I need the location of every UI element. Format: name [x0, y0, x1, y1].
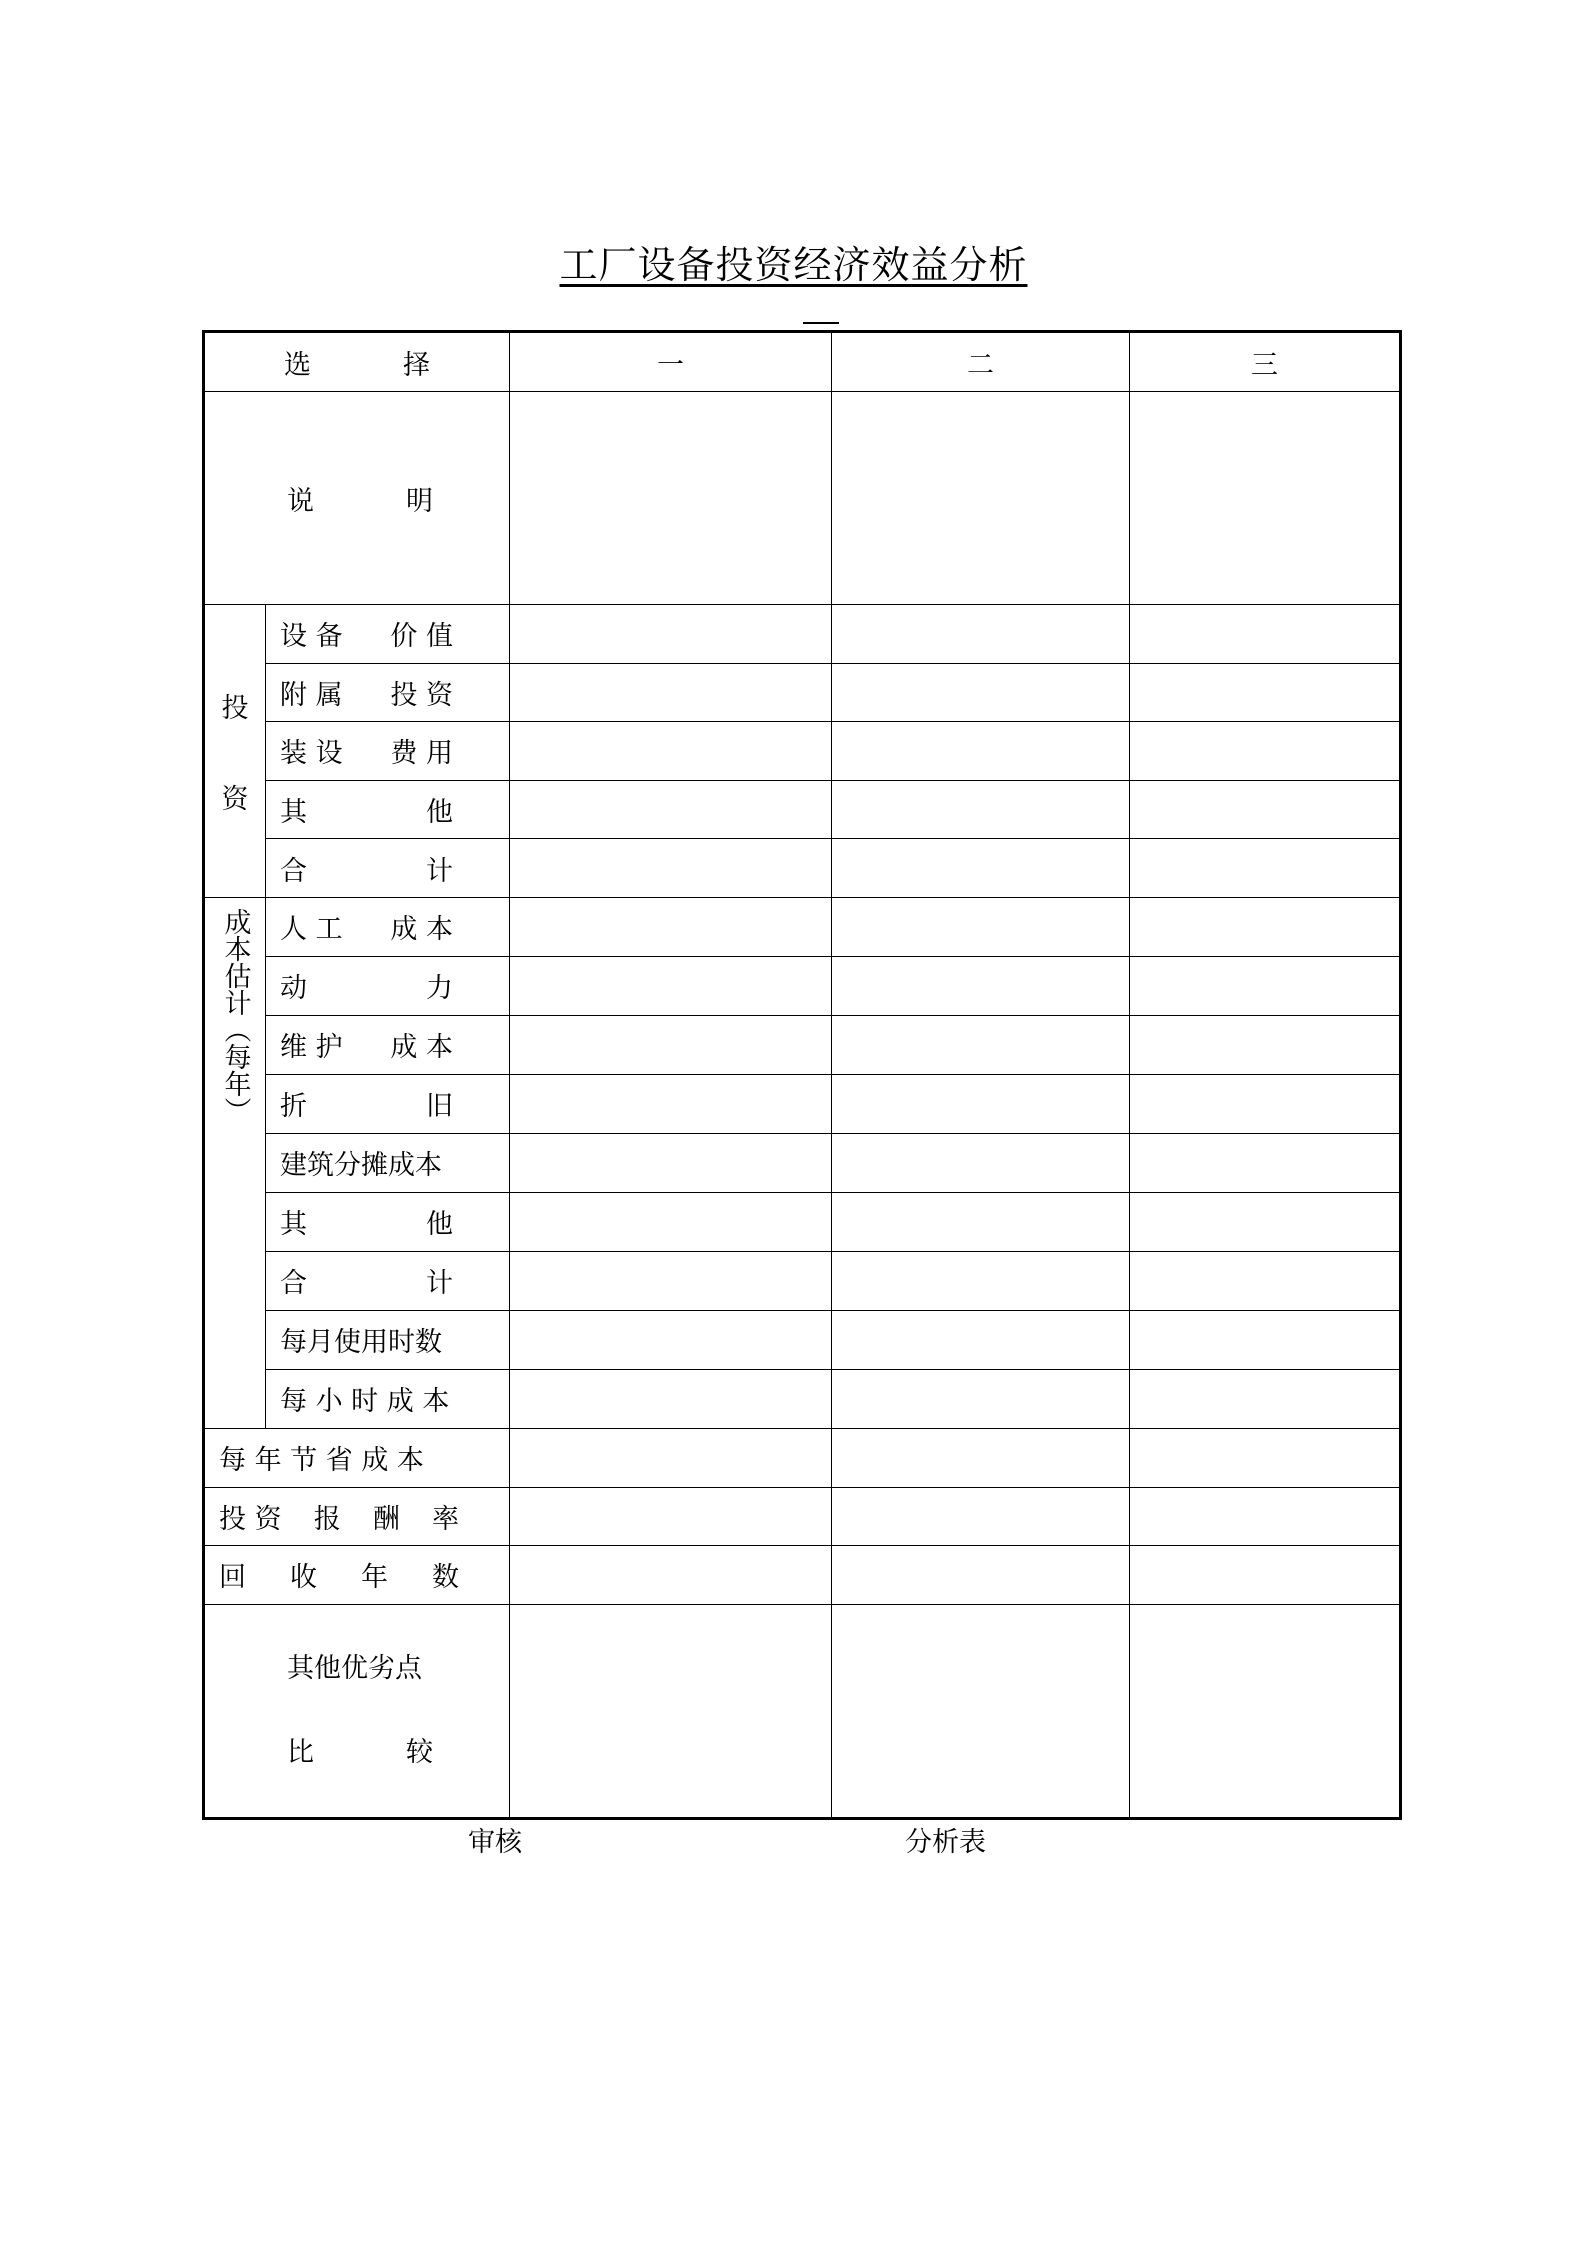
value-cell[interactable] — [832, 1133, 1130, 1192]
description-cell-2[interactable] — [832, 392, 1130, 605]
description-label-2: 明 — [406, 485, 433, 517]
row-label: 维 护 成 本 — [266, 1015, 510, 1074]
investment-row — [204, 780, 1401, 839]
cost-row — [204, 1015, 1401, 1074]
row-label: 每月使用时数 — [266, 1310, 510, 1369]
value-cell[interactable] — [1130, 956, 1401, 1015]
row-label: 合 计 — [266, 839, 510, 898]
option-header-1: 一 — [510, 332, 832, 392]
page-title: 工厂设备投资经济效益分析 — [559, 243, 1028, 287]
value-cell[interactable] — [1130, 1310, 1401, 1369]
merits-cell-1[interactable] — [510, 1604, 832, 1818]
title-underline-mark — [803, 322, 839, 324]
investment-row — [204, 839, 1401, 898]
value-cell[interactable] — [832, 722, 1130, 781]
row-label: 附 属 投 资 — [266, 663, 510, 722]
value-cell[interactable] — [510, 897, 832, 956]
row-label: 投 资 报 酬 率 — [204, 1487, 510, 1546]
option-header-3: 三 — [1130, 332, 1401, 392]
merits-label-cell — [204, 1604, 510, 1818]
cost-row — [204, 1310, 1401, 1369]
row-label: 设 备 价 值 — [266, 605, 510, 664]
cost-group-label: 成本估计（每年） — [219, 907, 251, 1124]
value-cell[interactable] — [1130, 1369, 1401, 1428]
value-cell[interactable] — [832, 839, 1130, 898]
value-cell[interactable] — [1130, 1015, 1401, 1074]
review-label: 审核 — [468, 1827, 522, 1858]
row-label: 人 工 成 本 — [266, 897, 510, 956]
select-header-cell — [204, 332, 510, 392]
value-cell[interactable] — [1130, 605, 1401, 664]
cost-row — [204, 1133, 1401, 1192]
row-label: 每 小 时 成 本 — [266, 1369, 510, 1428]
row-label: 动 力 — [266, 956, 510, 1015]
row-label: 装 设 费 用 — [266, 722, 510, 781]
value-cell[interactable] — [510, 956, 832, 1015]
value-cell[interactable] — [832, 1192, 1130, 1251]
value-cell[interactable] — [510, 1546, 832, 1605]
value-cell[interactable] — [510, 1074, 832, 1133]
value-cell[interactable] — [510, 1251, 832, 1310]
merits-cell-2[interactable] — [832, 1604, 1130, 1818]
value-cell[interactable] — [832, 1369, 1130, 1428]
value-cell[interactable] — [832, 1487, 1130, 1546]
investment-group-label-2: 资 — [221, 783, 249, 815]
value-cell[interactable] — [1130, 839, 1401, 898]
merits-label-line-1: 其他优劣点 — [287, 1652, 422, 1684]
value-cell[interactable] — [832, 1310, 1130, 1369]
description-label-cell — [204, 392, 510, 605]
investment-group-cell — [204, 605, 266, 898]
summary-row — [204, 1546, 1401, 1605]
value-cell[interactable] — [832, 1015, 1130, 1074]
cost-row — [204, 1251, 1401, 1310]
value-cell[interactable] — [1130, 780, 1401, 839]
value-cell[interactable] — [832, 956, 1130, 1015]
analysis-table-label: 分析表 — [905, 1827, 986, 1858]
value-cell[interactable] — [1130, 1428, 1401, 1487]
description-label-1: 说 — [287, 485, 314, 517]
value-cell[interactable] — [832, 1546, 1130, 1605]
value-cell[interactable] — [510, 1428, 832, 1487]
value-cell[interactable] — [1130, 1546, 1401, 1605]
value-cell[interactable] — [510, 1310, 832, 1369]
option-header-2: 二 — [832, 332, 1130, 392]
row-label: 合 计 — [266, 1251, 510, 1310]
row-label: 每 年 节 省 成 本 — [204, 1428, 510, 1487]
value-cell[interactable] — [510, 1133, 832, 1192]
cost-row — [204, 1192, 1401, 1251]
cost-row — [204, 1369, 1401, 1428]
description-cell-1[interactable] — [510, 392, 832, 605]
value-cell[interactable] — [1130, 1133, 1401, 1192]
investment-row — [204, 722, 1401, 781]
merits-row — [204, 1604, 1401, 1818]
value-cell[interactable] — [832, 897, 1130, 956]
cost-row — [204, 956, 1401, 1015]
value-cell[interactable] — [1130, 1192, 1401, 1251]
value-cell[interactable] — [1130, 1487, 1401, 1546]
header-row — [204, 332, 1401, 392]
value-cell[interactable] — [832, 605, 1130, 664]
value-cell[interactable] — [832, 780, 1130, 839]
value-cell[interactable] — [832, 1251, 1130, 1310]
row-label: 其 他 — [266, 1192, 510, 1251]
value-cell[interactable] — [510, 1369, 832, 1428]
value-cell[interactable] — [1130, 1074, 1401, 1133]
description-cell-3[interactable] — [1130, 392, 1401, 605]
value-cell[interactable] — [1130, 1251, 1401, 1310]
investment-row — [204, 663, 1401, 722]
analysis-table — [202, 330, 1402, 1820]
value-cell[interactable] — [510, 1015, 832, 1074]
value-cell[interactable] — [832, 663, 1130, 722]
value-cell[interactable] — [1130, 897, 1401, 956]
value-cell[interactable] — [510, 1192, 832, 1251]
value-cell[interactable] — [510, 839, 832, 898]
investment-group-label-1: 投 — [221, 692, 249, 724]
summary-row — [204, 1428, 1401, 1487]
merits-label-compare-2: 较 — [406, 1736, 433, 1768]
value-cell[interactable] — [832, 1074, 1130, 1133]
cost-row — [204, 897, 1401, 956]
investment-row — [204, 605, 1401, 664]
row-label: 其 他 — [266, 780, 510, 839]
summary-row — [204, 1487, 1401, 1546]
row-label: 折 旧 — [266, 1074, 510, 1133]
value-cell[interactable] — [510, 605, 832, 664]
select-label-2: 择 — [403, 349, 430, 381]
row-label: 建筑分摊成本 — [266, 1133, 510, 1192]
value-cell[interactable] — [510, 722, 832, 781]
row-label: 回 收 年 数 — [204, 1546, 510, 1605]
description-row — [204, 392, 1401, 605]
value-cell[interactable] — [832, 1428, 1130, 1487]
value-cell[interactable] — [510, 663, 832, 722]
select-label-1: 选 — [284, 349, 311, 381]
cost-row — [204, 1074, 1401, 1133]
merits-cell-3[interactable] — [1130, 1604, 1401, 1818]
merits-label-compare-1: 比 — [287, 1736, 314, 1768]
value-cell[interactable] — [1130, 722, 1401, 781]
cost-group-cell — [204, 897, 266, 1428]
value-cell[interactable] — [1130, 663, 1401, 722]
value-cell[interactable] — [510, 1487, 832, 1546]
value-cell[interactable] — [510, 780, 832, 839]
